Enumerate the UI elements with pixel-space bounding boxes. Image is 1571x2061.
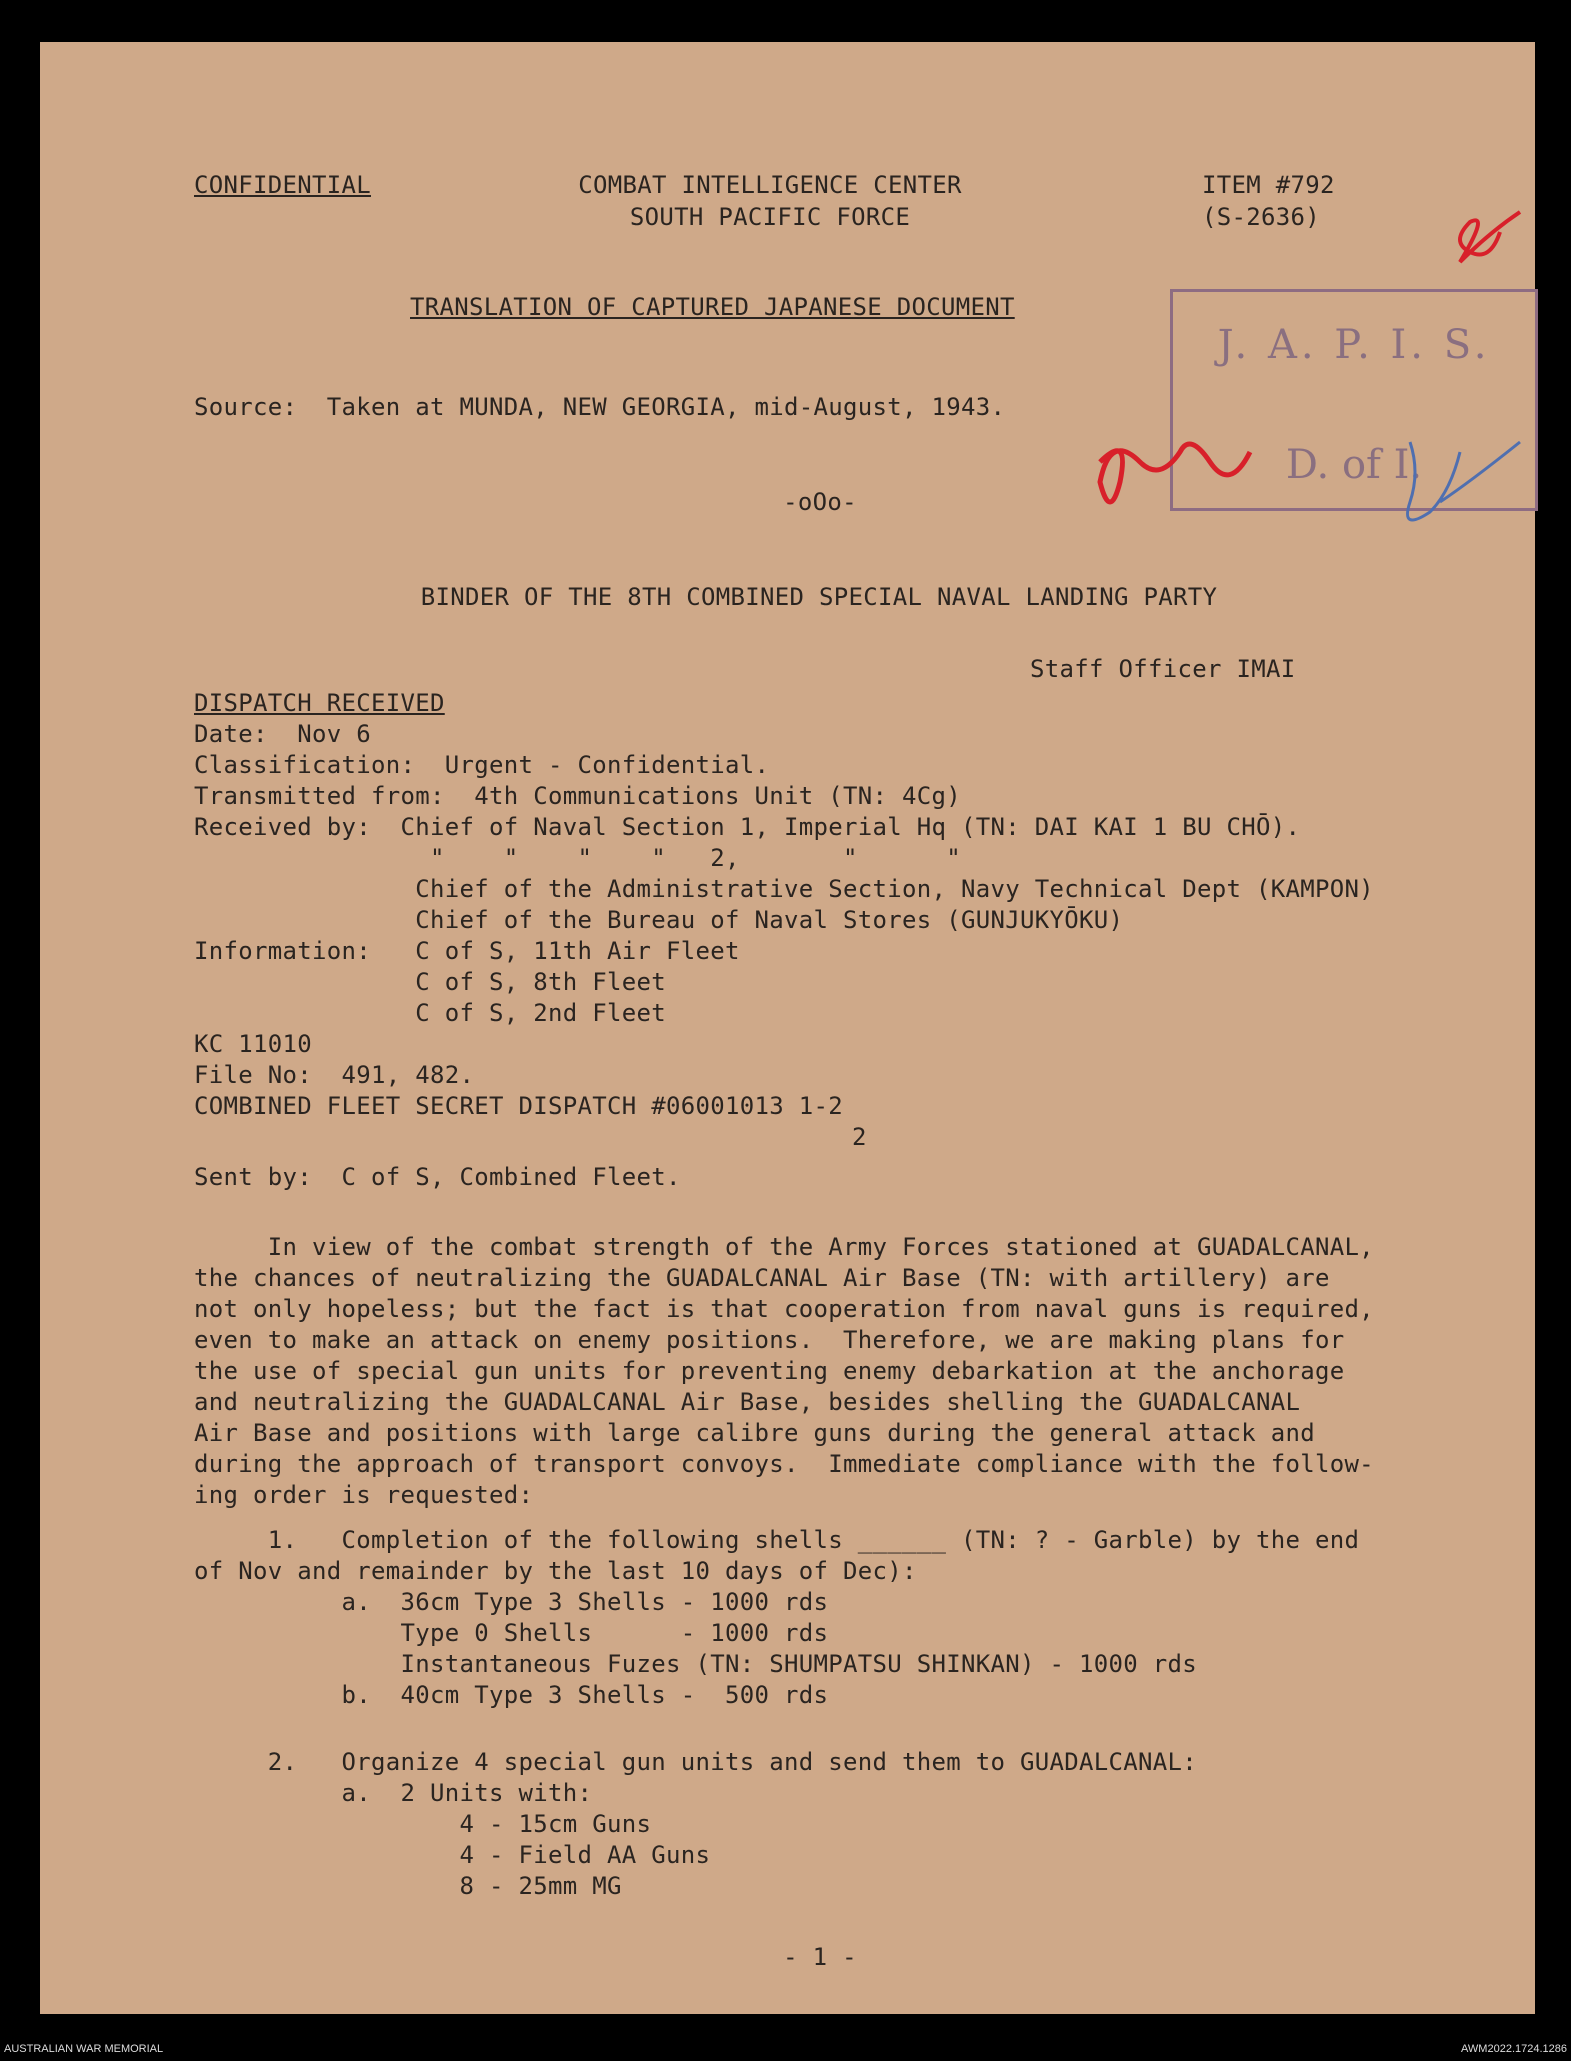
body-line: during the approach of transport convoys. Immediate compliance with the follow- <box>194 1450 1374 1478</box>
dispatch-line: COMBINED FLEET SECRET DISPATCH #06001013 1-2 <box>194 1092 843 1120</box>
item-number: ITEM #792 <box>1202 171 1335 199</box>
page-number: - 1 - <box>783 1943 857 1971</box>
staff-officer: Staff Officer IMAI <box>1030 655 1296 683</box>
dispatch-line: Transmitted from: 4th Communications Unit (TN: 4Cg) <box>194 782 961 810</box>
document-title: TRANSLATION OF CAPTURED JAPANESE DOCUMENT <box>410 293 1015 321</box>
body-line: Air Base and positions with large calibre guns during the general attack and <box>194 1419 1315 1447</box>
body-line: not only hopeless; but the fact is that cooperation from naval guns is required, <box>194 1295 1374 1323</box>
dispatch-line: KC 11010 <box>194 1030 312 1058</box>
item2-line: 4 - 15cm Guns <box>194 1810 652 1838</box>
sent-by-line: Sent by: C of S, Combined Fleet. <box>194 1163 681 1191</box>
body-line: In view of the combat strength of the Army Forces stationed at GUADALCANAL, <box>194 1233 1374 1261</box>
body-paragraph <box>194 1232 1374 1511</box>
order-item-1 <box>194 1525 1359 1711</box>
dispatch-line: Received by: Chief of Naval Section 1, Imperial Hq (TN: DAI KAI 1 BU CHŌ). <box>194 813 1301 841</box>
org-line-2: SOUTH PACIFIC FORCE <box>629 203 911 231</box>
dispatch-line: C of S, 2nd Fleet <box>194 999 666 1027</box>
body-line: even to make an attack on enemy positions. Therefore, we are making plans for <box>194 1326 1345 1354</box>
item2-line: 2. Organize 4 special gun units and send them to GUADALCANAL: <box>194 1748 1197 1776</box>
stamp-line-2: D. of I. <box>1285 442 1423 488</box>
dispatch-heading: DISPATCH RECEIVED <box>194 689 445 717</box>
handwritten-marks <box>1080 192 1540 612</box>
item2-line: 8 - 25mm MG <box>194 1872 622 1900</box>
dispatch-line: Chief of the Bureau of Naval Stores (GUNJUKYŌKU) <box>194 906 1124 934</box>
body-line: the use of special gun units for preventing enemy debarkation at the anchorage <box>194 1357 1345 1385</box>
org-line-1: COMBAT INTELLIGENCE CENTER <box>578 171 962 199</box>
footer-accession: AWM2022.1724.1286 <box>1461 2043 1567 2055</box>
footer-institution: AUSTRALIAN WAR MEMORIAL <box>4 2043 164 2055</box>
item1-line: a. 36cm Type 3 Shells - 1000 rds <box>194 1588 829 1616</box>
order-item-2 <box>194 1747 1197 1902</box>
item2-line: 4 - Field AA Guns <box>194 1841 711 1869</box>
dispatch-line: Classification: Urgent - Confidential. <box>194 751 770 779</box>
item1-line: Instantaneous Fuzes (TN: SHUMPATSU SHINKAN) - 1000 rds <box>194 1650 1197 1678</box>
body-line: ing order is requested: <box>194 1481 534 1509</box>
dispatch-line: Chief of the Administrative Section, Navy Technical Dept (KAMPON) <box>194 875 1374 903</box>
separator: -oOo- <box>783 488 857 516</box>
dispatch-line: File No: 491, 482. <box>194 1061 475 1089</box>
item1-line: of Nov and remainder by the last 10 days of Dec): <box>194 1557 917 1585</box>
dispatch-line: C of S, 8th Fleet <box>194 968 666 996</box>
item1-line: b. 40cm Type 3 Shells - 500 rds <box>194 1681 829 1709</box>
dispatch-line: Date: Nov 6 <box>194 720 371 748</box>
body-line: and neutralizing the GUADALCANAL Air Base, besides shelling the GUADALCANAL <box>194 1388 1301 1416</box>
document-page <box>40 42 1535 2014</box>
item1-line: Type 0 Shells - 1000 rds <box>194 1619 829 1647</box>
source-line: Source: Taken at MUNDA, NEW GEORGIA, mid-August, 1943. <box>194 393 1006 421</box>
item1-line: 1. Completion of the following shells ______ (TN: ? - Garble) by the end <box>194 1526 1360 1554</box>
dispatch-block <box>194 719 1374 1122</box>
dispatch-fraction-denominator: 2 <box>852 1123 867 1151</box>
binder-title: BINDER OF THE 8TH COMBINED SPECIAL NAVAL LANDING PARTY <box>420 583 1218 611</box>
dispatch-line: Information: C of S, 11th Air Fleet <box>194 937 740 965</box>
dispatch-line: " " " " 2, " " <box>194 844 961 872</box>
item-code: (S-2636) <box>1202 203 1320 231</box>
classification-label: CONFIDENTIAL <box>194 171 371 199</box>
stamp-line-1: J. A. P. I. S. <box>1217 322 1491 368</box>
item2-line: a. 2 Units with: <box>194 1779 593 1807</box>
body-line: the chances of neutralizing the GUADALCANAL Air Base (TN: with artillery) are <box>194 1264 1330 1292</box>
